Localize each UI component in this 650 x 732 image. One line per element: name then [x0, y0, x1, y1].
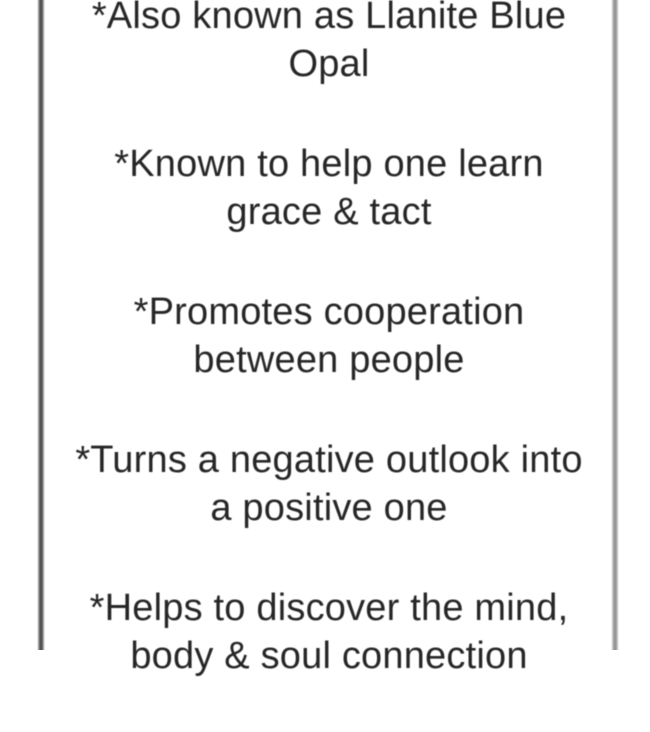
fact-line: between people [193, 339, 465, 381]
fact-paragraph-grace-tact [45, 140, 613, 236]
fact-paragraph-cooperation [45, 288, 613, 384]
fact-paragraph-also-known-as [45, 0, 613, 88]
fact-line: Opal [288, 43, 370, 85]
fact-line: *Promotes cooperation [133, 291, 525, 333]
left-border-line [37, 0, 45, 650]
fact-line: grace & tact [226, 191, 432, 233]
fact-paragraph-positive-outlook [45, 436, 613, 532]
fact-line: *Helps to discover the mind, [89, 587, 569, 629]
fact-line: *Turns a negative outlook into [75, 439, 583, 481]
info-card [45, 0, 613, 732]
fact-line: body & soul connection [130, 635, 528, 677]
fact-line: *Also known as Llanite Blue [91, 0, 567, 37]
fact-line: *Known to help one learn [114, 143, 544, 185]
fact-paragraph-mind-body-soul [45, 584, 613, 680]
fact-line: a positive one [210, 487, 448, 529]
